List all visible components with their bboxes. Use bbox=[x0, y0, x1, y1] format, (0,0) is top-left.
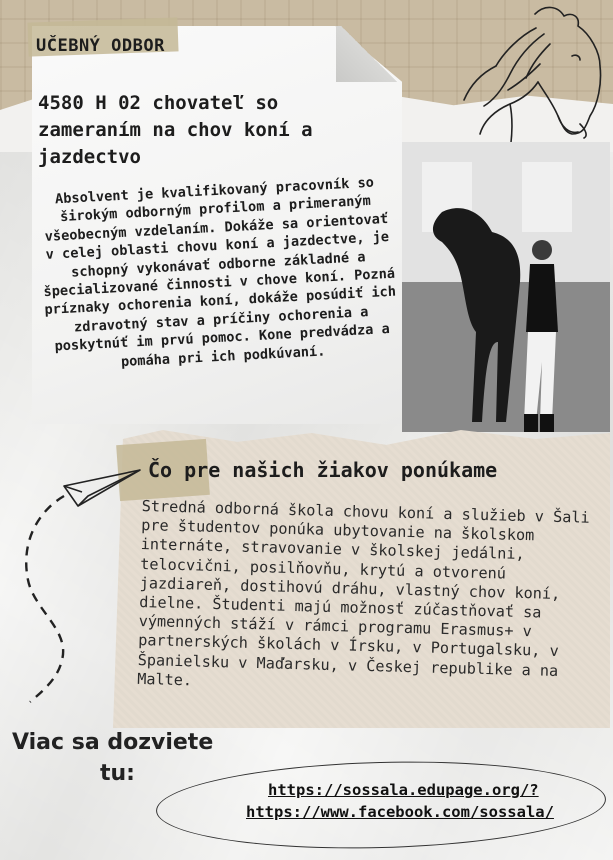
offer-text: Stredná odborná škola chovu koní a služieb v Šali pre študentov ponúka ubytovanie na školskom internáte, stravovanie v školskej jedálni, telocvični, posilňovňu, krytú a otvorenú jazdiareň, dostihovú dráhu, vlastný chov koní, dielne. Študenti majú možnosť zúčastňovať sa výmenných stáží v rámci programu Erasmus+ v partnerských školách v Írsku, v Portugalsku, v Španielsku v Maďarsku, v Českej republike a na Malte. bbox=[137, 497, 590, 690]
note-fold-corner bbox=[336, 26, 402, 82]
offer-title: Čo pre našich žiakov ponúkame bbox=[148, 458, 498, 482]
paper-plane-icon bbox=[0, 440, 150, 710]
facebook-link[interactable]: https://www.facebook.com/sossala/ bbox=[246, 803, 554, 821]
horse-rider-photo bbox=[402, 142, 610, 432]
more-info-label-here: tu: bbox=[100, 761, 135, 786]
edupage-link[interactable]: https://sossala.edupage.org/? bbox=[268, 781, 539, 799]
more-info-label: Viac sa dozviete bbox=[12, 730, 214, 755]
program-title: 4580 H 02 chovateľ so zameraním na chov koní a jazdectvo bbox=[38, 92, 313, 168]
program-description: Absolvent je kvalifikovaný pracovník so širokým odborným profilom a primeraným všeobecným vzdelaním. Dokáže sa orientovať v celej oblasti chovu koní a jazdectve, je schopný vykonávať odborne základné a špecializované činnosti v chove koní. Pozná príznaky ochorenia koní, dokáže posúdiť ich zdravotný stav a príčiny ochorenia a poskytnúť im prvú pomoc. Kone predvádza a pomáha pri ich podkúvaní. bbox=[43, 174, 397, 370]
section-label: UČEBNÝ ODBOR bbox=[36, 36, 165, 56]
